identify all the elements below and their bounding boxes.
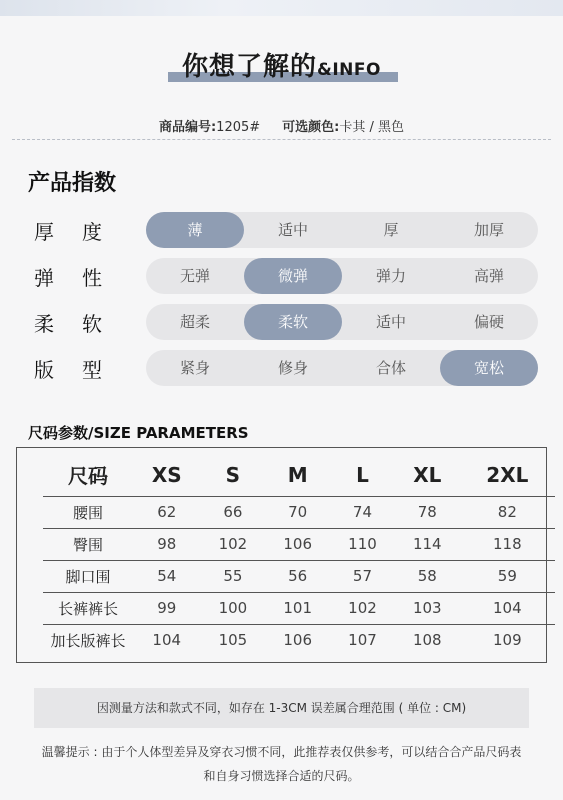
index-section-title: 产品指数 <box>28 171 117 196</box>
size-header-cell: 2XL <box>460 454 555 496</box>
size-header-cell: M <box>265 454 330 496</box>
sku-value: 1205# <box>216 120 261 135</box>
index-option: 适中 <box>277 221 308 239</box>
index-option-selected: 柔软 <box>244 304 342 340</box>
size-row-label: 脚口围 <box>43 560 133 592</box>
size-value-cell: 56 <box>265 560 330 592</box>
index-option: 合体 <box>375 359 406 377</box>
size-value-cell: 110 <box>330 528 395 560</box>
index-label-char: 性 <box>82 266 104 290</box>
index-row <box>0 258 563 294</box>
index-row <box>0 350 563 386</box>
size-table <box>43 454 555 656</box>
index-row <box>0 304 563 340</box>
size-value-cell: 108 <box>412 631 442 650</box>
size-value-cell: 59 <box>460 560 555 592</box>
size-table-frame <box>16 447 547 663</box>
size-value-cell: 107 <box>348 631 377 650</box>
title-cn: 你想了解的 <box>182 52 318 82</box>
reminder-tip: 温馨提示 : 由于个人体型差异及穿衣习惯不同，此推荐表仅供参考，可以结合合产品尺码表和自身习惯选择合适的尺码。 <box>41 745 522 783</box>
size-table-header <box>43 454 555 496</box>
size-header-cell: XS <box>133 454 200 496</box>
index-row <box>0 212 563 248</box>
index-option-selected: 宽松 <box>440 350 538 386</box>
table-row <box>43 624 555 656</box>
index-option: 弹力 <box>375 267 406 285</box>
index-option-selected: 薄 <box>146 212 244 248</box>
size-section-title: 尺码参数/SIZE PARAMETERS <box>28 424 249 442</box>
index-label-char: 软 <box>82 312 104 336</box>
size-value-cell: 106 <box>283 631 312 650</box>
size-value-cell: 103 <box>395 592 460 624</box>
index-option: 加厚 <box>473 221 504 239</box>
table-row <box>43 560 555 592</box>
size-header-cell: S <box>200 454 265 496</box>
table-row <box>43 592 555 624</box>
product-meta <box>0 116 563 135</box>
size-value-cell: 104 <box>152 631 182 650</box>
index-option-selected: 微弹 <box>244 258 342 294</box>
size-value-cell: 104 <box>460 592 555 624</box>
size-value-cell: 78 <box>395 496 460 528</box>
size-value-cell: 54 <box>133 560 200 592</box>
size-value-cell: 100 <box>200 592 265 624</box>
index-row-label <box>34 308 106 337</box>
size-value-cell: 102 <box>330 592 395 624</box>
index-option: 偏硬 <box>473 313 504 331</box>
index-option: 修身 <box>277 359 308 377</box>
index-option: 高弹 <box>473 267 504 285</box>
size-row-label: 腰围 <box>43 496 133 528</box>
top-decor-band <box>0 0 563 16</box>
size-value-cell: 102 <box>200 528 265 560</box>
dashed-divider <box>12 139 551 140</box>
index-option: 无弹 <box>179 267 210 285</box>
index-row-label <box>34 354 106 383</box>
index-label-char: 版 <box>34 358 56 382</box>
index-label-char: 型 <box>82 358 104 382</box>
size-value-cell: 58 <box>395 560 460 592</box>
measurement-note: 因测量方法和款式不同，如存在 1-3CM 误差属合理范围 ( 单位 : CM) <box>34 688 529 728</box>
size-value-cell: 99 <box>133 592 200 624</box>
index-option: 适中 <box>375 313 406 331</box>
size-value-cell: 109 <box>493 631 522 650</box>
size-header-cell: XL <box>395 454 460 496</box>
size-row-label: 臀围 <box>43 528 133 560</box>
title-en: &INFO <box>317 60 381 80</box>
index-label-char: 度 <box>82 220 104 244</box>
index-option-track <box>146 258 538 294</box>
size-value-cell: 66 <box>200 496 265 528</box>
size-value-cell: 57 <box>330 560 395 592</box>
size-header-cell: 尺码 <box>43 454 133 496</box>
index-option-track <box>146 350 538 386</box>
size-row-label: 长裤裤长 <box>43 592 133 624</box>
index-option-track <box>146 212 538 248</box>
size-value-cell: 106 <box>265 528 330 560</box>
size-value-cell: 118 <box>460 528 555 560</box>
size-value-cell: 70 <box>265 496 330 528</box>
index-row-label <box>34 216 106 245</box>
index-option: 厚 <box>383 221 399 239</box>
index-option: 紧身 <box>179 359 210 377</box>
size-header-cell: L <box>330 454 395 496</box>
sku-label: 商品编号: <box>158 120 217 135</box>
page-title <box>182 46 381 83</box>
color-value: 卡其 / 黑色 <box>339 120 405 135</box>
table-row <box>43 528 555 560</box>
size-value-cell: 101 <box>265 592 330 624</box>
table-row <box>43 496 555 528</box>
color-label: 可选颜色: <box>282 120 340 135</box>
size-value-cell: 105 <box>218 631 248 650</box>
size-value-cell: 82 <box>460 496 555 528</box>
size-value-cell: 98 <box>133 528 200 560</box>
size-row-label: 加长版裤长 <box>50 631 126 650</box>
index-label-char: 厚 <box>34 220 56 244</box>
index-option-track <box>146 304 538 340</box>
size-value-cell: 74 <box>330 496 395 528</box>
index-label-char: 柔 <box>34 312 56 336</box>
size-value-cell: 62 <box>133 496 200 528</box>
index-label-char: 弹 <box>34 266 56 290</box>
page-header <box>0 46 563 83</box>
size-value-cell: 55 <box>200 560 265 592</box>
index-row-label <box>34 262 106 291</box>
size-value-cell: 114 <box>395 528 460 560</box>
index-option: 超柔 <box>179 313 210 331</box>
